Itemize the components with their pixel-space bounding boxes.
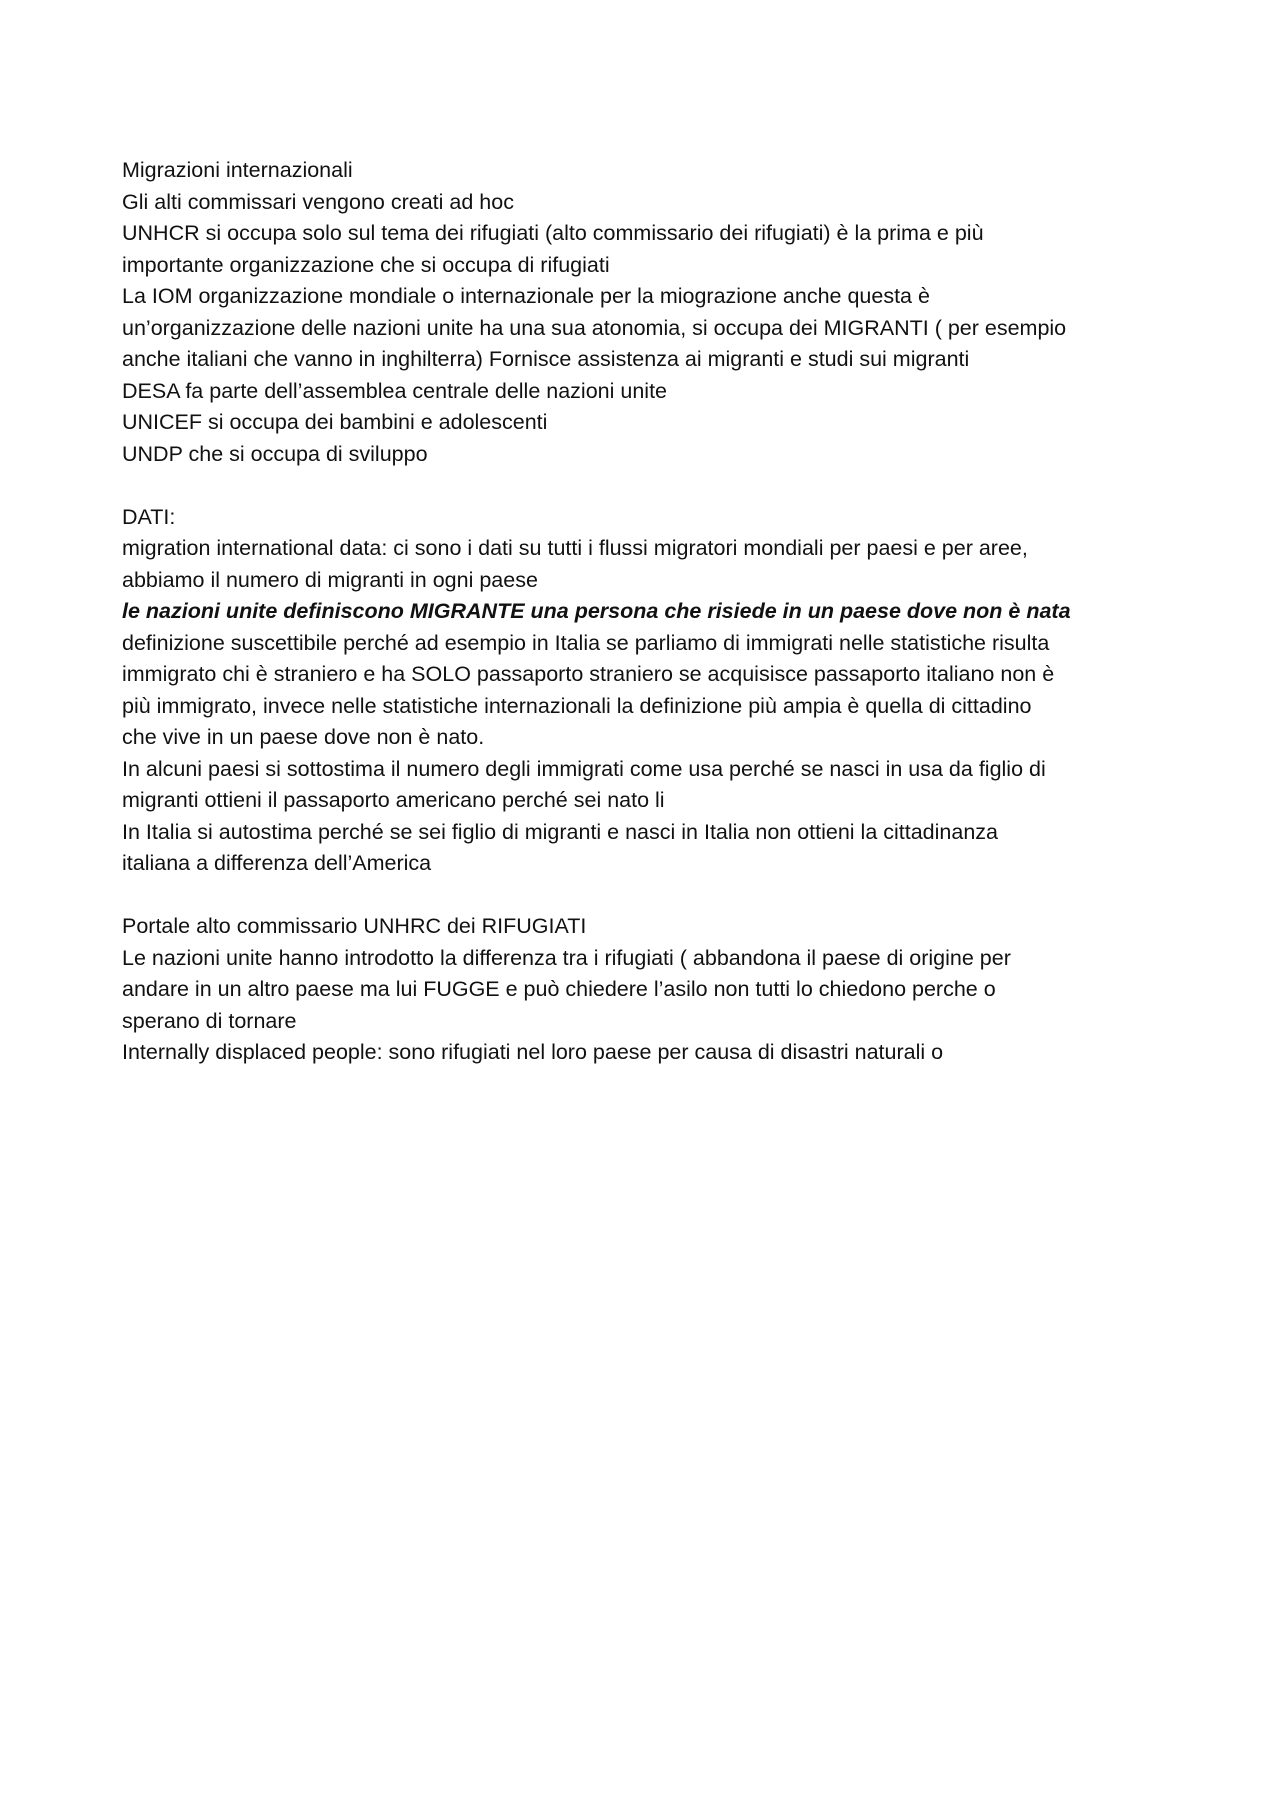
text-line: Internally displaced people: sono rifugiati nel loro paese per causa di disastri naturali o [122,1040,944,1064]
document-title: Migrazioni internazionali [122,158,353,182]
text-line: immigrato chi è straniero e ha SOLO passaporto straniero se acquisisce passaporto italiano non è [122,662,1055,686]
text-line: sperano di tornare [122,1008,297,1033]
text-line: DESA fa parte dell’assemblea centrale delle nazioni unite [122,378,667,403]
blank-line [122,470,1162,502]
document-body [122,155,1162,1069]
text-line: UNICEF si occupa dei bambini e adolescenti [122,410,548,434]
text-line: migranti ottieni il passaporto americano perché sei nato li [122,788,665,812]
text-line: La IOM organizzazione mondiale o internazionale per la miograzione anche questa è [122,284,930,308]
text-line: UNDP che si occupa di sviluppo [122,441,428,466]
text-line: UNHCR si occupa solo sul tema dei rifugiati (alto commissario dei rifugiati) è la prima e più [122,221,984,245]
text-line: più immigrato, invece nelle statistiche internazionali la definizione più ampia è quella di cittadino [122,693,1032,718]
text-line: Gli alti commissari vengono creati ad hoc [122,189,514,214]
blank-line [122,880,1162,912]
text-line: migration international data: ci sono i dati su tutti i flussi migratori mondiali per paesi e per aree, [122,536,1028,560]
text-line: anche italiani che vanno in inghilterra) Fornisce assistenza ai migranti e studi sui migranti [122,347,970,371]
text-line: Le nazioni unite hanno introdotto la differenza tra i rifugiati ( abbandona il paese di origine per [122,945,1011,970]
text-line: definizione suscettibile perché ad esempio in Italia se parliamo di immigrati nelle statistiche risulta [122,630,1050,655]
text-line: un’organizzazione delle nazioni unite ha una sua atonomia, si occupa dei MIGRANTI ( per esempio [122,315,1067,340]
migrant-definition-emphasis: le nazioni unite definiscono MIGRANTE una persona che risiede in un paese dove non è nata [122,599,1071,623]
text-line: italiana a differenza dell’America [122,851,432,875]
text-line: abbiamo il numero di migranti in ogni paese [122,567,538,592]
text-line: In alcuni paesi si sottostima il numero degli immigrati come usa perché se nasci in usa da figlio di [122,756,1046,781]
text-line: In Italia si autostima perché se sei figlio di migranti e nasci in Italia non ottieni la cittadinanza [122,819,998,844]
text-line: importante organizzazione che si occupa di rifugiati [122,252,610,277]
text-line: andare in un altro paese ma lui FUGGE e può chiedere l’asilo non tutti lo chiedono perche o [122,977,996,1001]
section-heading-dati: DATI: [122,504,176,529]
section-heading-portale: Portale alto commissario UNHRC dei RIFUGIATI [122,914,587,938]
text-line: che vive in un paese dove non è nato. [122,725,485,749]
